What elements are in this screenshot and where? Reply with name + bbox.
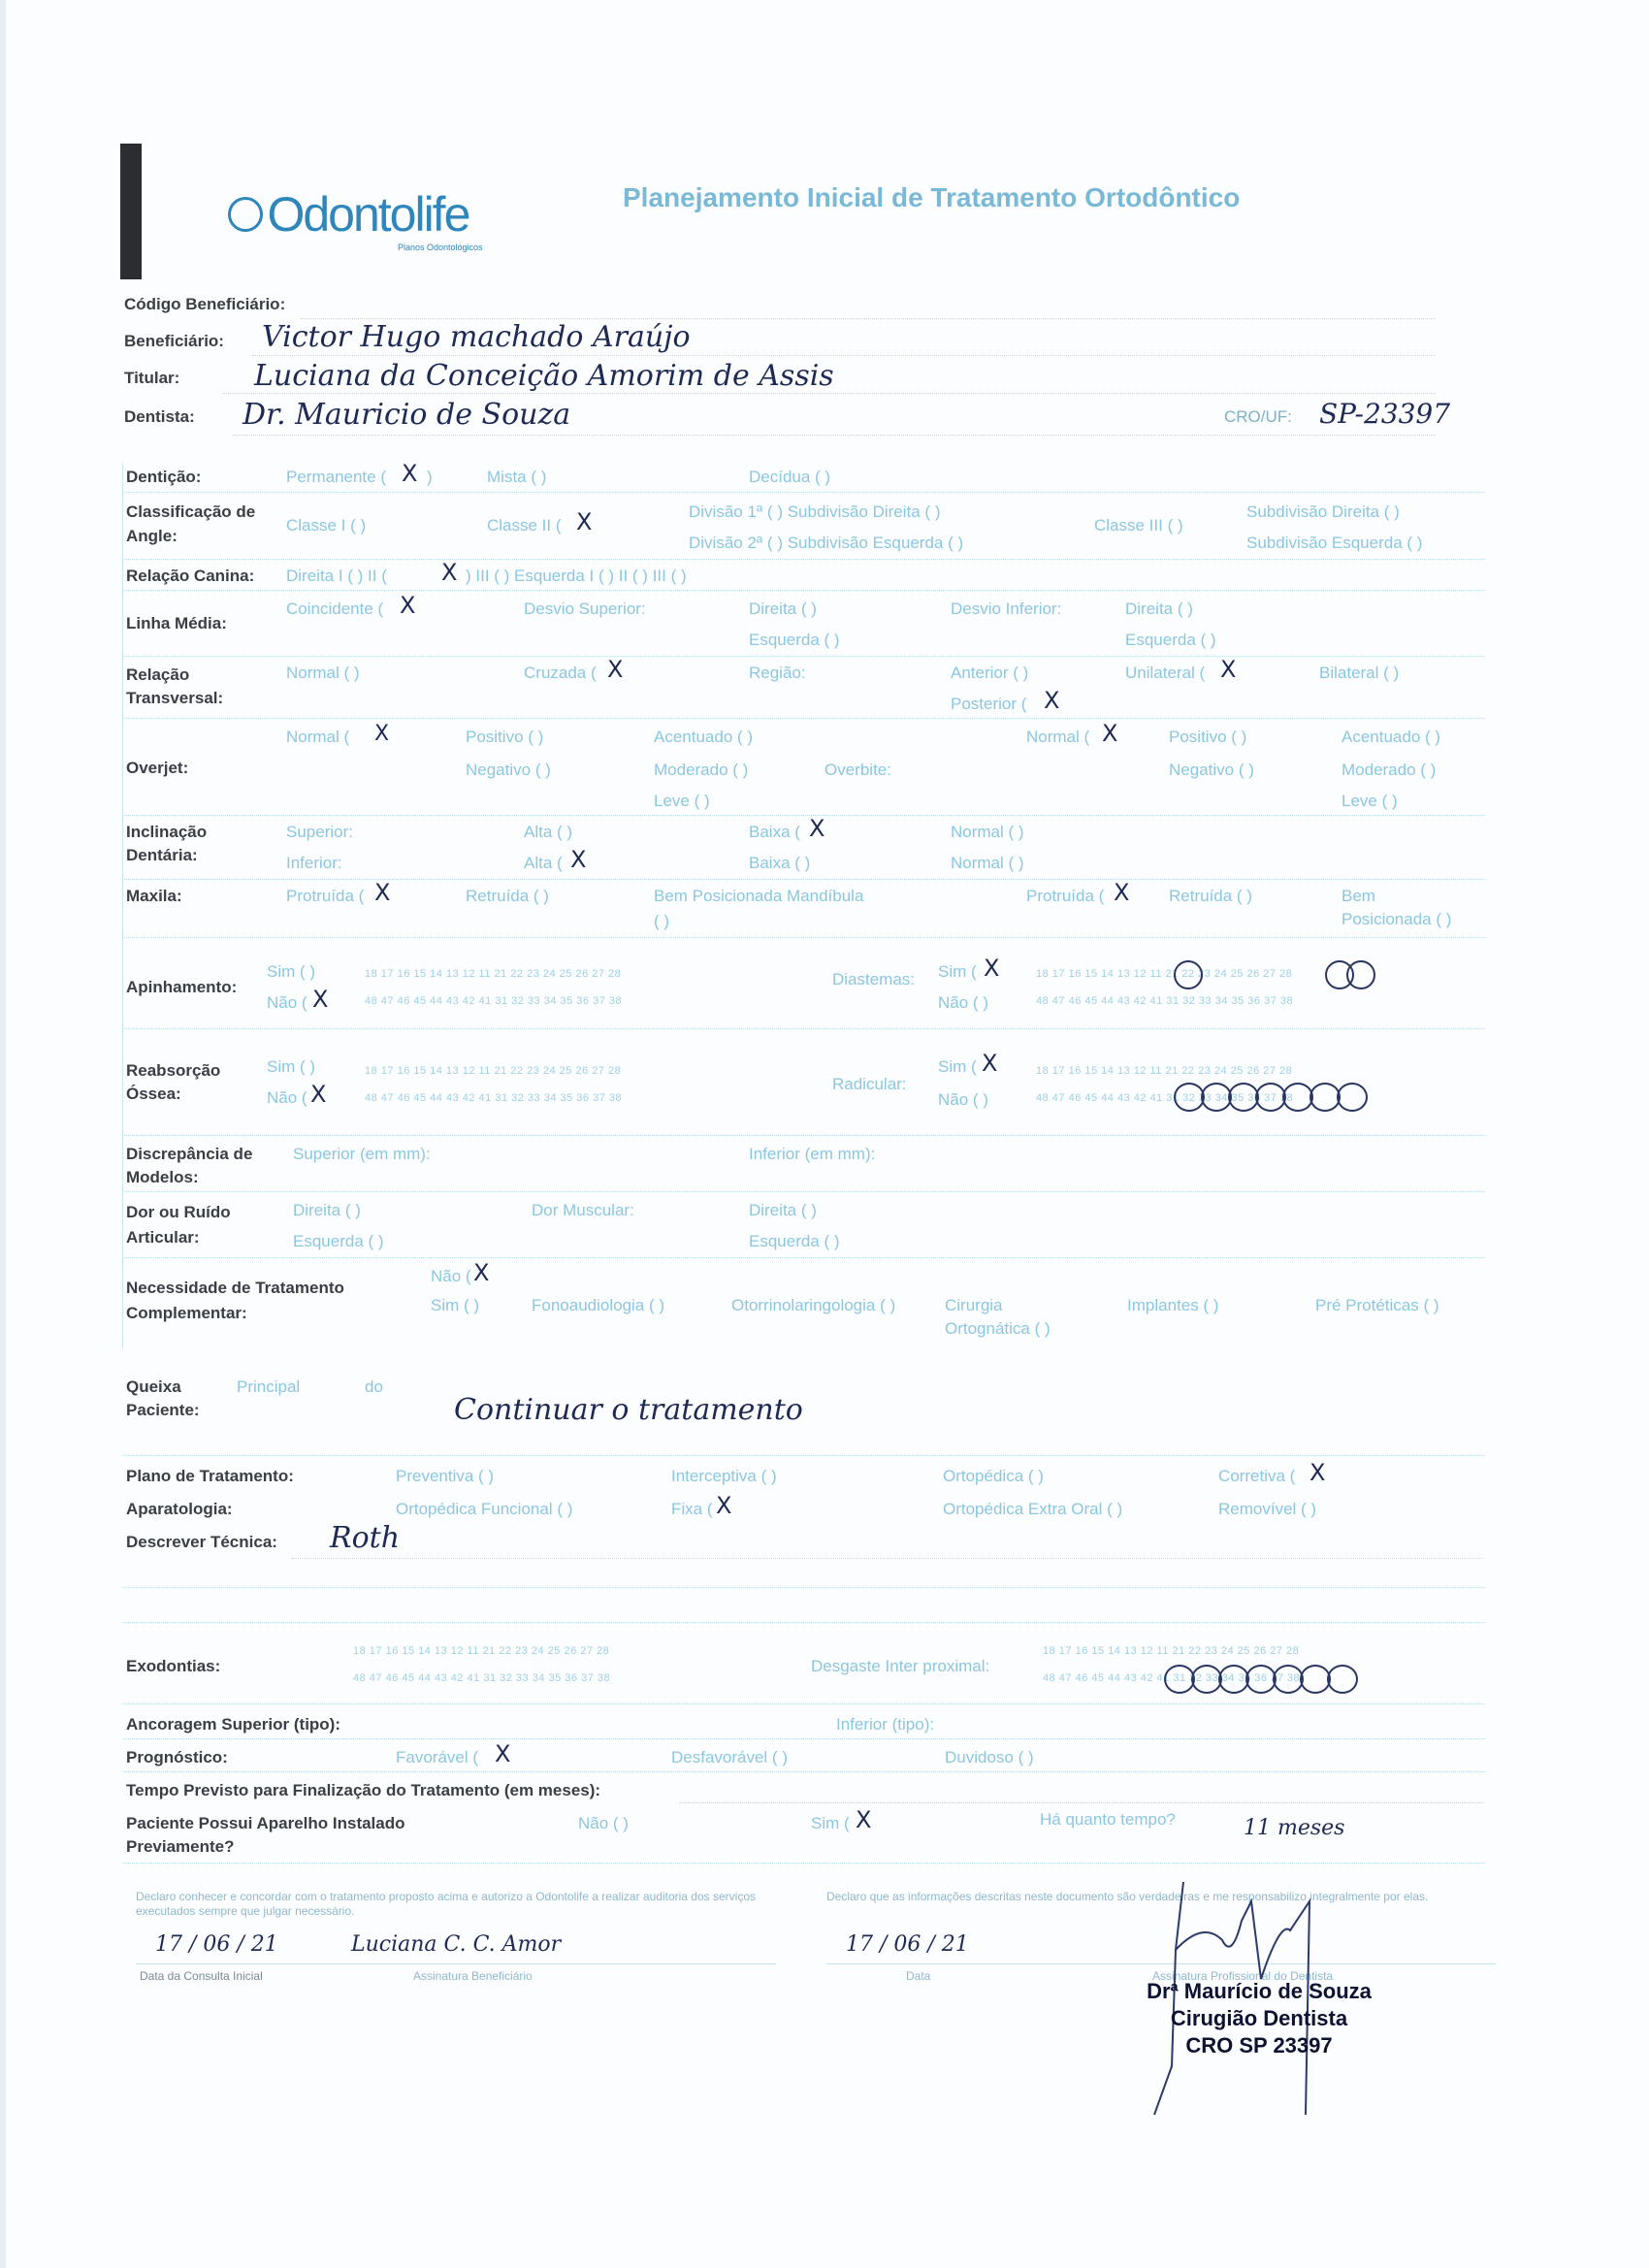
apinhamento-nao-mark: X <box>312 986 329 1013</box>
angle-divisao1[interactable]: Divisão 1ª ( ) Subdivisão Direita ( ) <box>689 502 941 521</box>
diastemas-lower-teeth: 48 47 46 45 44 43 42 41 31 32 33 34 35 36 37 38 <box>1036 995 1294 1007</box>
reabsorcao-nao-mark: X <box>310 1081 327 1108</box>
logo-subtitle: Planos Odontológicos <box>398 243 483 252</box>
dor-muscular: Dor Muscular: <box>532 1201 634 1219</box>
tooth-circle <box>1346 960 1375 989</box>
mandibula-protruida[interactable]: Protruída ( <box>1026 887 1105 905</box>
tecnica-value[interactable]: Roth <box>330 1521 401 1555</box>
tecnica-line-3 <box>122 1622 1485 1623</box>
inclinacao-inferior: Inferior: <box>286 854 342 872</box>
maxila-retruida[interactable]: Retruída ( ) <box>466 887 549 905</box>
queixa-line <box>122 1455 1485 1456</box>
date-left-value[interactable]: 17 / 06 / 21 <box>155 1932 278 1957</box>
exodontias-lower-teeth: 48 47 46 45 44 43 42 41 31 32 33 34 35 36 37 38 <box>353 1672 611 1684</box>
aparelho-label-2: Previamente? <box>126 1837 235 1856</box>
exodontias-upper-teeth: 18 17 16 15 14 13 12 11 21 22 23 24 25 26 27 28 <box>353 1645 610 1657</box>
overbite-normal[interactable]: Normal ( <box>1026 728 1090 746</box>
stamp-line-3: CRO SP 23397 <box>1185 2033 1333 2057</box>
transversal-cruzada[interactable]: Cruzada ( <box>524 664 597 682</box>
inclinacao-normal-1[interactable]: Normal ( ) <box>951 823 1024 841</box>
complementar-nao[interactable]: Não ( <box>431 1267 471 1285</box>
aparatologia-fixa[interactable]: Fixa ( <box>671 1500 713 1518</box>
angle-classe1[interactable]: Classe I ( ) <box>286 516 367 535</box>
tooth-circle <box>1174 960 1203 989</box>
row-line <box>122 1738 1485 1739</box>
apinhamento-lower-teeth: 48 47 46 45 44 43 42 41 31 32 33 34 35 36 37 38 <box>365 995 623 1007</box>
inclinacao-label-1: Inclinação <box>126 823 208 841</box>
transversal-normal[interactable]: Normal ( ) <box>286 664 360 682</box>
titular-label: Titular: <box>124 369 180 387</box>
declaracao-right: Declaro que as informações descritas neste documento são verdadeiras e me responsabilizo integralmente por elas. <box>826 1890 1429 1903</box>
plano-preventiva[interactable]: Preventiva ( ) <box>396 1467 495 1485</box>
row-line <box>122 937 1485 938</box>
overbite-leve[interactable]: Leve ( ) <box>1342 792 1398 810</box>
inclinacao-alta-2[interactable]: Alta ( <box>524 854 563 872</box>
reabsorcao-lower-teeth: 48 47 46 45 44 43 42 41 31 32 33 34 35 36 37 38 <box>365 1092 623 1104</box>
plano-corretiva-mark: X <box>1310 1459 1326 1486</box>
linha-coincidente[interactable]: Coincidente ( <box>286 599 384 618</box>
plano-corretiva[interactable]: Corretiva ( <box>1218 1467 1296 1485</box>
tecnica-line <box>291 1558 1484 1559</box>
aparelho-sim-mark: X <box>856 1806 872 1833</box>
overbite-normal-mark: X <box>1102 720 1118 747</box>
transversal-bilateral[interactable]: Bilateral ( ) <box>1319 664 1400 682</box>
prognostico-favoravel-mark: X <box>495 1740 511 1767</box>
plano-ortopedica[interactable]: Ortopédica ( ) <box>943 1467 1044 1485</box>
inclinacao-alta-2-mark: X <box>570 846 587 873</box>
aparatologia-removivel[interactable]: Removível ( ) <box>1218 1500 1317 1518</box>
canina-mark: X <box>441 559 458 586</box>
left-edge <box>0 0 6 2268</box>
date-right-label: Data <box>906 1969 931 1983</box>
beneficiario-value[interactable]: Victor Hugo machado Araújo <box>262 320 691 354</box>
overjet-positivo[interactable]: Positivo ( ) <box>466 728 544 746</box>
reabsorcao-sim[interactable]: Sim ( ) <box>267 1057 316 1076</box>
overbite-moderado[interactable]: Moderado ( ) <box>1342 761 1437 779</box>
diastemas-nao[interactable]: Não ( ) <box>938 993 988 1012</box>
aparelho-label-1: Paciente Possui Aparelho Instalado <box>126 1814 405 1832</box>
aparatologia-funcional[interactable]: Ortopédica Funcional ( ) <box>396 1500 573 1518</box>
queixa-label-1: Queixa <box>126 1377 181 1396</box>
reabsorcao-nao[interactable]: Não ( <box>267 1088 307 1107</box>
reabsorcao-label-2: Óssea: <box>126 1085 181 1103</box>
mandibula-bem: Bem <box>1342 887 1375 905</box>
prognostico-favoravel[interactable]: Favorável ( <box>396 1748 479 1766</box>
transversal-unilateral-mark: X <box>1220 656 1237 683</box>
ancoragem-label: Ancoragem Superior (tipo): <box>126 1715 341 1733</box>
radicular-nao[interactable]: Não ( ) <box>938 1090 988 1109</box>
linha-esquerda[interactable]: Esquerda ( ) <box>749 631 840 649</box>
denticao-permanente[interactable]: Permanente ( <box>286 468 386 486</box>
row-line <box>122 590 1485 591</box>
tooth-circle <box>1337 1083 1368 1112</box>
signature-line <box>136 1963 776 1964</box>
titular-line <box>223 393 1436 394</box>
codigo-line <box>301 318 1436 319</box>
aparelho-tempo-value[interactable]: 11 meses <box>1244 1816 1345 1840</box>
tecnica-label: Descrever Técnica: <box>126 1533 277 1551</box>
complementar-ortognatica[interactable]: Ortognática ( ) <box>945 1319 1051 1338</box>
prognostico-label: Prognóstico: <box>126 1748 228 1766</box>
row-line <box>122 1703 1485 1704</box>
beneficiario-line <box>252 355 1436 356</box>
aparatologia-extra[interactable]: Ortopédica Extra Oral ( ) <box>943 1500 1123 1518</box>
aparelho-ha-quanto: Há quanto tempo? <box>1040 1810 1176 1829</box>
discrepancia-label-2: Modelos: <box>126 1168 199 1186</box>
row-line <box>122 815 1485 816</box>
denticao-decidua[interactable]: Decídua ( ) <box>749 468 831 486</box>
canina-text-1[interactable]: Direita I ( ) II ( <box>286 567 387 585</box>
angle-sub-esq[interactable]: Subdivisão Esquerda ( ) <box>1246 534 1423 552</box>
apinhamento-upper-teeth: 18 17 16 15 14 13 12 11 21 22 23 24 25 26 27 28 <box>365 968 622 980</box>
row-line <box>122 559 1485 560</box>
row-line <box>122 492 1485 493</box>
row-line <box>122 1771 1485 1772</box>
radicular-upper-teeth: 18 17 16 15 14 13 12 11 21 22 23 24 25 26 27 28 <box>1036 1065 1293 1077</box>
overjet-normal-mark: X <box>374 722 390 746</box>
mandibula-protruida-mark: X <box>1114 879 1130 906</box>
binder-bar <box>120 144 142 279</box>
inclinacao-label-2: Dentária: <box>126 846 198 864</box>
ancoragem-inferior[interactable]: Inferior (tipo): <box>836 1715 935 1733</box>
prognostico-duvidoso[interactable]: Duvidoso ( ) <box>945 1748 1034 1766</box>
dentista-label: Dentista: <box>124 407 195 426</box>
dor-esquerda[interactable]: Esquerda ( ) <box>293 1232 384 1250</box>
radicular-lower-teeth: 48 47 46 45 44 43 42 41 31 32 33 34 35 36 37 38 <box>1036 1092 1294 1104</box>
maxila-bem-paren[interactable]: ( ) <box>654 912 670 930</box>
discrepancia-superior[interactable]: Superior (em mm): <box>293 1145 431 1163</box>
transversal-posterior-mark: X <box>1044 687 1060 714</box>
discrepancia-label-1: Discrepância de <box>126 1145 253 1163</box>
linha-direita-2[interactable]: Direita ( ) <box>1125 599 1193 618</box>
aparatologia-fixa-mark: X <box>716 1492 732 1519</box>
maxila-protruida[interactable]: Protruída ( <box>286 887 365 905</box>
dor-label-2: Articular: <box>126 1228 200 1247</box>
radicular-label: Radicular: <box>832 1075 907 1093</box>
diastemas-sim[interactable]: Sim ( <box>938 962 977 981</box>
row-line <box>122 1191 1485 1192</box>
discrepancia-inferior[interactable]: Inferior (em mm): <box>749 1145 876 1163</box>
dor-direita-2[interactable]: Direita ( ) <box>749 1201 817 1219</box>
page-title: Planejamento Inicial de Tratamento Ortodôntico <box>623 182 1241 212</box>
exodontias-label: Exodontias: <box>126 1657 221 1675</box>
desgaste-upper-teeth: 18 17 16 15 14 13 12 11 21 22 23 24 25 26 27 28 <box>1043 1645 1300 1657</box>
transversal-label-1: Relação <box>126 665 190 684</box>
overjet-label: Overjet: <box>126 759 189 777</box>
inclinacao-alta-1[interactable]: Alta ( ) <box>524 823 573 841</box>
linha-label: Linha Média: <box>126 614 227 632</box>
overjet-leve[interactable]: Leve ( ) <box>654 792 710 810</box>
signature-left: Luciana C. C. Amor <box>351 1932 562 1957</box>
dor-esquerda-2[interactable]: Esquerda ( ) <box>749 1232 840 1250</box>
logo-icon <box>228 197 263 232</box>
linha-coincidente-mark: X <box>400 592 416 619</box>
aparelho-nao[interactable]: Não ( ) <box>578 1814 629 1832</box>
diastemas-label: Diastemas: <box>832 970 916 988</box>
codigo-label: Código Beneficiário: <box>124 295 286 313</box>
complementar-label-1: Necessidade de Tratamento <box>126 1279 344 1297</box>
maxila-bem-mandibula: Bem Posicionada Mandíbula <box>654 887 864 905</box>
tempo-label: Tempo Previsto para Finalização do Tratamento (em meses): <box>126 1781 601 1799</box>
overjet-acentuado[interactable]: Acentuado ( ) <box>654 728 754 746</box>
dentista-line <box>233 435 1436 436</box>
queixa-label-4: Paciente: <box>126 1401 200 1419</box>
denticao-permanente-mark: X <box>402 460 418 487</box>
tecnica-line-2 <box>122 1587 1485 1588</box>
linha-desvio-sup: Desvio Superior: <box>524 599 646 618</box>
desgaste-label: Desgaste Inter proximal: <box>811 1657 990 1675</box>
angle-divisao2[interactable]: Divisão 2ª ( ) Subdivisão Esquerda ( ) <box>689 534 964 552</box>
queixa-value[interactable]: Continuar o tratamento <box>454 1393 803 1427</box>
diastemas-upper-teeth: 18 17 16 15 14 13 12 11 21 22 23 24 25 26 27 28 <box>1036 968 1293 980</box>
transversal-anterior[interactable]: Anterior ( ) <box>951 664 1029 682</box>
mandibula-posicionada[interactable]: Posicionada ( ) <box>1342 910 1452 928</box>
row-line <box>679 1802 1484 1803</box>
reabsorcao-label-1: Reabsorção <box>126 1061 221 1080</box>
dor-direita[interactable]: Direita ( ) <box>293 1201 361 1219</box>
transversal-unilateral[interactable]: Unilateral ( <box>1125 664 1206 682</box>
cro-value[interactable]: SP-23397 <box>1319 398 1451 430</box>
row-line <box>122 1135 1485 1136</box>
overjet-normal[interactable]: Normal ( <box>286 728 350 746</box>
desgaste-lower-teeth: 48 47 46 45 44 43 42 41 31 32 33 34 35 36 37 38 <box>1043 1672 1301 1684</box>
angle-classe2-mark: X <box>576 508 593 535</box>
titular-value[interactable]: Luciana da Conceição Amorim de Assis <box>254 359 834 393</box>
date-left-label: Data da Consulta Inicial <box>140 1969 263 1983</box>
inclinacao-baixa-1[interactable]: Baixa ( <box>749 823 800 841</box>
apinhamento-label: Apinhamento: <box>126 978 238 996</box>
sign-left-label: Assinatura Beneficiário <box>413 1969 533 1983</box>
row-line <box>122 1028 1485 1029</box>
canina-label: Relação Canina: <box>126 567 255 585</box>
denticao-mista[interactable]: Mista ( ) <box>487 468 547 486</box>
transversal-label-2: Transversal: <box>126 689 224 707</box>
queixa-label-2: Principal <box>237 1377 301 1396</box>
maxila-label: Maxila: <box>126 887 182 905</box>
aparelho-sim[interactable]: Sim ( <box>811 1814 850 1832</box>
linha-desvio-inf: Desvio Inferior: <box>951 599 1062 618</box>
dentist-sign-label: Assinatura Profissional do Dentista <box>1152 1969 1334 1983</box>
maxila-protruida-mark: X <box>374 879 391 906</box>
complementar-fono[interactable]: Fonoaudiologia ( ) <box>532 1296 665 1314</box>
angle-classe2[interactable]: Classe II ( <box>487 516 562 535</box>
complementar-cirurgia: Cirurgia <box>945 1296 1003 1314</box>
overjet-moderado[interactable]: Moderado ( ) <box>654 761 749 779</box>
row-line <box>122 718 1485 719</box>
diastemas-sim-mark: X <box>984 955 1000 982</box>
angle-label-1: Classificação de <box>126 502 256 521</box>
overbite-acentuado[interactable]: Acentuado ( ) <box>1342 728 1441 746</box>
date-right-value[interactable]: 17 / 06 / 21 <box>846 1932 969 1957</box>
angle-classe3[interactable]: Classe III ( ) <box>1094 516 1183 535</box>
aparatologia-label: Aparatologia: <box>126 1500 233 1518</box>
angle-sub-dir[interactable]: Subdivisão Direita ( ) <box>1246 502 1400 521</box>
form-left-border <box>122 464 123 1348</box>
apinhamento-nao[interactable]: Não ( <box>267 993 307 1012</box>
canina-text-2[interactable]: ) III ( ) Esquerda I ( ) II ( ) III ( ) <box>466 567 687 585</box>
logo <box>228 186 469 243</box>
reabsorcao-upper-teeth: 18 17 16 15 14 13 12 11 21 22 23 24 25 26 27 28 <box>365 1065 622 1077</box>
complementar-pre[interactable]: Pré Protéticas ( ) <box>1315 1296 1439 1314</box>
stamp-line-2: Cirugião Dentista <box>1170 2006 1348 2030</box>
linha-direita[interactable]: Direita ( ) <box>749 599 817 618</box>
tooth-circle <box>1327 1665 1358 1694</box>
inclinacao-baixa-1-mark: X <box>809 815 825 842</box>
apinhamento-sim[interactable]: Sim ( ) <box>267 962 316 981</box>
stamp-line-1: Drª Maurício de Souza <box>1147 1979 1372 2003</box>
transversal-cruzada-mark: X <box>607 656 624 683</box>
denticao-permanente-close: ) <box>427 468 433 486</box>
radicular-sim-mark: X <box>982 1050 998 1077</box>
overjet-negativo[interactable]: Negativo ( ) <box>466 761 551 779</box>
row-line <box>122 656 1485 657</box>
plano-interceptiva[interactable]: Interceptiva ( ) <box>671 1467 777 1485</box>
complementar-otorrino[interactable]: Otorrinolaringologia ( ) <box>731 1296 896 1314</box>
inclinacao-normal-2[interactable]: Normal ( ) <box>951 854 1024 872</box>
complementar-nao-mark: X <box>473 1259 490 1286</box>
row-line <box>122 879 1485 880</box>
row-line <box>122 1257 1485 1258</box>
plano-label: Plano de Tratamento: <box>126 1467 294 1485</box>
mandibula-retruida[interactable]: Retruída ( ) <box>1169 887 1252 905</box>
queixa-label-3: do <box>365 1377 383 1396</box>
transversal-posterior[interactable]: Posterior ( <box>951 695 1027 713</box>
transversal-regiao: Região: <box>749 664 806 682</box>
dor-label-1: Dor ou Ruído <box>126 1203 231 1221</box>
overbite-negativo[interactable]: Negativo ( ) <box>1169 761 1254 779</box>
inclinacao-superior: Superior: <box>286 823 353 841</box>
overbite-positivo[interactable]: Positivo ( ) <box>1169 728 1247 746</box>
radicular-sim[interactable]: Sim ( <box>938 1057 977 1076</box>
linha-esquerda-2[interactable]: Esquerda ( ) <box>1125 631 1216 649</box>
inclinacao-baixa-2[interactable]: Baixa ( ) <box>749 854 811 872</box>
angle-label-2: Angle: <box>126 527 178 545</box>
beneficiario-label: Beneficiário: <box>124 332 224 350</box>
complementar-sim[interactable]: Sim ( ) <box>431 1296 480 1314</box>
logo-text: Odontolife <box>267 187 469 242</box>
overbite-label: Overbite: <box>824 761 891 779</box>
denticao-label: Dentição: <box>126 468 202 486</box>
prognostico-desfavoravel[interactable]: Desfavorável ( ) <box>671 1748 788 1766</box>
cro-label: CRO/UF: <box>1224 407 1292 426</box>
complementar-label-2: Complementar: <box>126 1304 247 1322</box>
dentista-value[interactable]: Dr. Mauricio de Souza <box>242 398 571 432</box>
complementar-implantes[interactable]: Implantes ( ) <box>1127 1296 1219 1314</box>
declaracao-left: Declaro conhecer e concordar com o tratamento proposto acima e autorizo a Odontolife a realizar auditoria dos serviços executados sempre que julgar necessário. <box>136 1890 756 1918</box>
